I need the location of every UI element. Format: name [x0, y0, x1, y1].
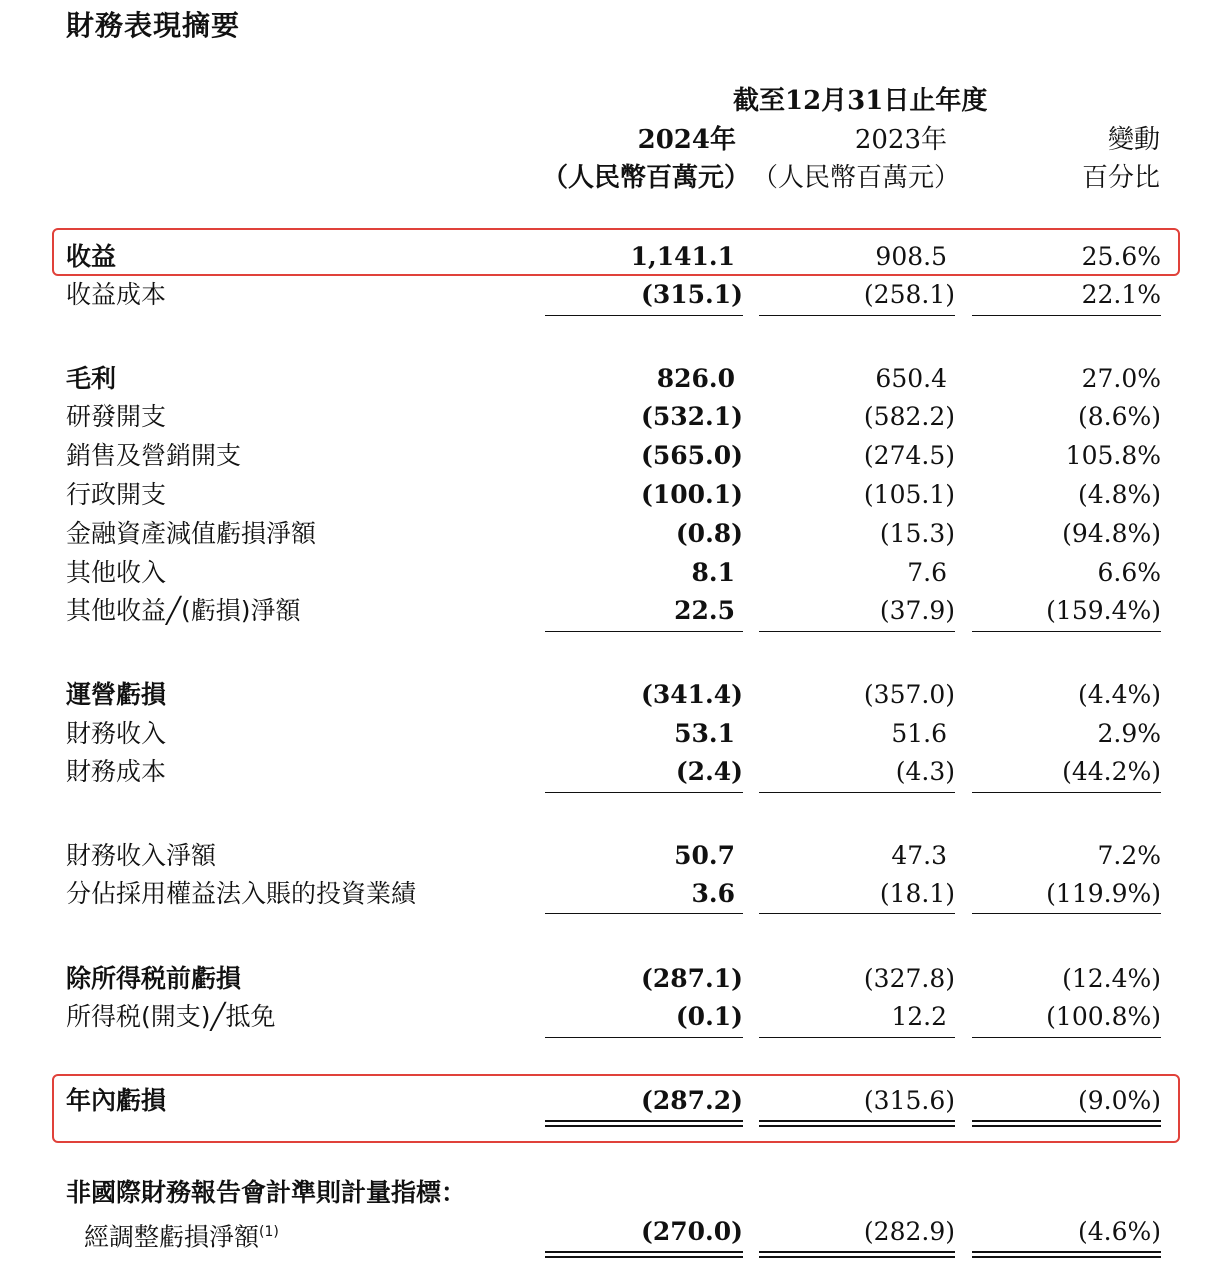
row-income-tax [0, 998, 1223, 1036]
subtotal-rule [972, 315, 1161, 316]
row-operating-loss [0, 676, 1223, 714]
cell-2024: (0.8) [675, 519, 743, 548]
cell-change: (4.6%) [1077, 1217, 1161, 1246]
cell-2023: (37.9) [879, 596, 955, 625]
row-net-finance-income [0, 837, 1223, 875]
subtotal-rule [759, 1037, 955, 1038]
row-non-ifrs-heading [0, 1174, 1223, 1212]
subtotal-rule [972, 1037, 1161, 1038]
cell-2023: 7.6 [907, 558, 947, 587]
row-admin [0, 476, 1223, 514]
cell-2024: (2.4) [675, 757, 743, 786]
row-finance-income [0, 715, 1223, 753]
cell-2023: (282.9) [863, 1217, 955, 1246]
subtotal-rule [545, 631, 743, 632]
cell-2023: (15.3) [879, 519, 955, 548]
cell-2023: (315.6) [863, 1086, 955, 1115]
subtotal-rule [545, 315, 743, 316]
cell-change: 2.9% [1097, 719, 1161, 748]
row-label: 除所得税前虧損 [66, 964, 242, 993]
cell-change: (8.6%) [1077, 402, 1161, 431]
cell-2023: (274.5) [863, 441, 955, 470]
cell-2024: (287.1) [641, 964, 743, 993]
row-label: 研發開支 [66, 402, 167, 431]
cell-2024: 50.7 [674, 841, 735, 870]
row-cost-of-revenue [0, 276, 1223, 314]
cell-2023: (105.1) [863, 480, 955, 509]
subtotal-rule [545, 1037, 743, 1038]
footnote-marker: (1) [259, 1224, 279, 1240]
cell-2023: 12.2 [891, 1002, 947, 1031]
row-adjusted-net-loss [0, 1213, 1223, 1251]
row-gross-profit [0, 360, 1223, 398]
highlight-box-loss-for-year [52, 1074, 1180, 1143]
subtotal-rule [759, 315, 955, 316]
subtotal-rule [759, 792, 955, 793]
subtotal-rule [759, 631, 955, 632]
subtotal-rule [545, 792, 743, 793]
row-label: 行政開支 [66, 480, 167, 509]
cell-2024: 53.1 [674, 719, 735, 748]
cell-2024: (100.1) [641, 480, 743, 509]
cell-change: (94.8%) [1062, 519, 1161, 548]
cell-2024: (287.2) [641, 1086, 743, 1115]
row-label: 毛利 [66, 364, 117, 393]
row-label: 財務收入 [66, 719, 167, 748]
cell-change: 6.6% [1097, 558, 1161, 587]
row-other-income [0, 554, 1223, 592]
subtotal-rule [972, 913, 1161, 914]
cell-change: 25.6% [1081, 242, 1161, 271]
cell-2024: 8.1 [691, 558, 735, 587]
cell-change: (9.0%) [1077, 1086, 1161, 1115]
cell-change: 105.8% [1065, 441, 1161, 470]
cell-2024: (532.1) [641, 402, 743, 431]
header-col1-year: 2024年 [637, 125, 736, 155]
row-finance-cost [0, 753, 1223, 791]
cell-change: (4.4%) [1077, 680, 1161, 709]
row-label: 金融資產減值虧損淨額 [66, 519, 317, 548]
cell-change: (44.2%) [1062, 757, 1161, 786]
cell-2023: 650.4 [875, 364, 947, 393]
cell-change: (159.4%) [1046, 596, 1161, 625]
cell-2023: (582.2) [863, 402, 955, 431]
cell-change: 27.0% [1081, 364, 1161, 393]
header-col3-line2: 百分比 [1081, 163, 1160, 193]
cell-2024: (565.0) [641, 441, 743, 470]
highlight-box-revenue [52, 228, 1180, 276]
page-title: 財務表現摘要 [66, 9, 241, 42]
header-col2-unit: （人民幣百萬元） [751, 163, 960, 193]
row-selling [0, 437, 1223, 475]
header-col3-line1: 變動 [1107, 125, 1160, 155]
cell-2023: (18.1) [879, 879, 955, 908]
row-label: 運營虧損 [66, 680, 167, 709]
row-label: 其他收入 [66, 558, 167, 587]
row-label: 非國際財務報告會計準則計量指標： [66, 1178, 467, 1207]
row-impairment [0, 515, 1223, 553]
cell-change: 7.2% [1097, 841, 1161, 870]
cell-2023: (258.1) [863, 280, 955, 309]
cell-2024: 3.6 [691, 879, 735, 908]
row-label: 財務收入淨額 [66, 841, 217, 870]
row-rnd [0, 398, 1223, 436]
subtotal-rule [972, 631, 1161, 632]
row-label: 經調整虧損淨額$^{(1)}$ [84, 1222, 279, 1252]
row-label: 收益 [66, 242, 117, 271]
subtotal-rule [545, 913, 743, 914]
row-label: 分佔採用權益法入賬的投資業績 [66, 879, 417, 908]
row-label: 所得税(開支)╱抵免 [66, 1002, 276, 1031]
cell-2023: (327.8) [863, 964, 955, 993]
cell-2023: 908.5 [875, 242, 947, 271]
cell-change: 22.1% [1081, 280, 1161, 309]
cell-2024: 22.5 [674, 596, 735, 625]
cell-change: (119.9%) [1046, 879, 1161, 908]
cell-2024: (270.0) [641, 1217, 743, 1246]
header-period: 截至12月31日止年度 [733, 86, 988, 116]
subtotal-rule [972, 792, 1161, 793]
total-double-rule [972, 1251, 1161, 1258]
cell-2023: (4.3) [895, 757, 955, 786]
row-label: 其他收益╱(虧損)淨額 [66, 596, 301, 625]
row-other-gains [0, 592, 1223, 630]
cell-2024: (0.1) [675, 1002, 743, 1031]
cell-2024: (315.1) [641, 280, 743, 309]
total-double-rule [545, 1251, 743, 1258]
total-double-rule [759, 1251, 955, 1258]
cell-change: (4.8%) [1077, 480, 1161, 509]
cell-2023: 47.3 [891, 841, 947, 870]
header-col1-unit: （人民幣百萬元） [541, 163, 750, 193]
cell-change: (12.4%) [1062, 964, 1161, 993]
row-label: 年內虧損 [66, 1086, 167, 1115]
cell-2023: 51.6 [891, 719, 947, 748]
row-label: 財務成本 [66, 757, 167, 786]
row-loss-before-tax [0, 960, 1223, 998]
cell-2024: 826.0 [656, 364, 735, 393]
cell-change: (100.8%) [1046, 1002, 1161, 1031]
cell-2024: 1,141.1 [630, 242, 735, 271]
row-label: 銷售及營銷開支 [66, 441, 242, 470]
row-share-of-results [0, 875, 1223, 913]
header-col2-year: 2023年 [854, 125, 947, 155]
cell-2023: (357.0) [863, 680, 955, 709]
row-label: 收益成本 [66, 280, 167, 309]
subtotal-rule [759, 913, 955, 914]
cell-2024: (341.4) [641, 680, 743, 709]
